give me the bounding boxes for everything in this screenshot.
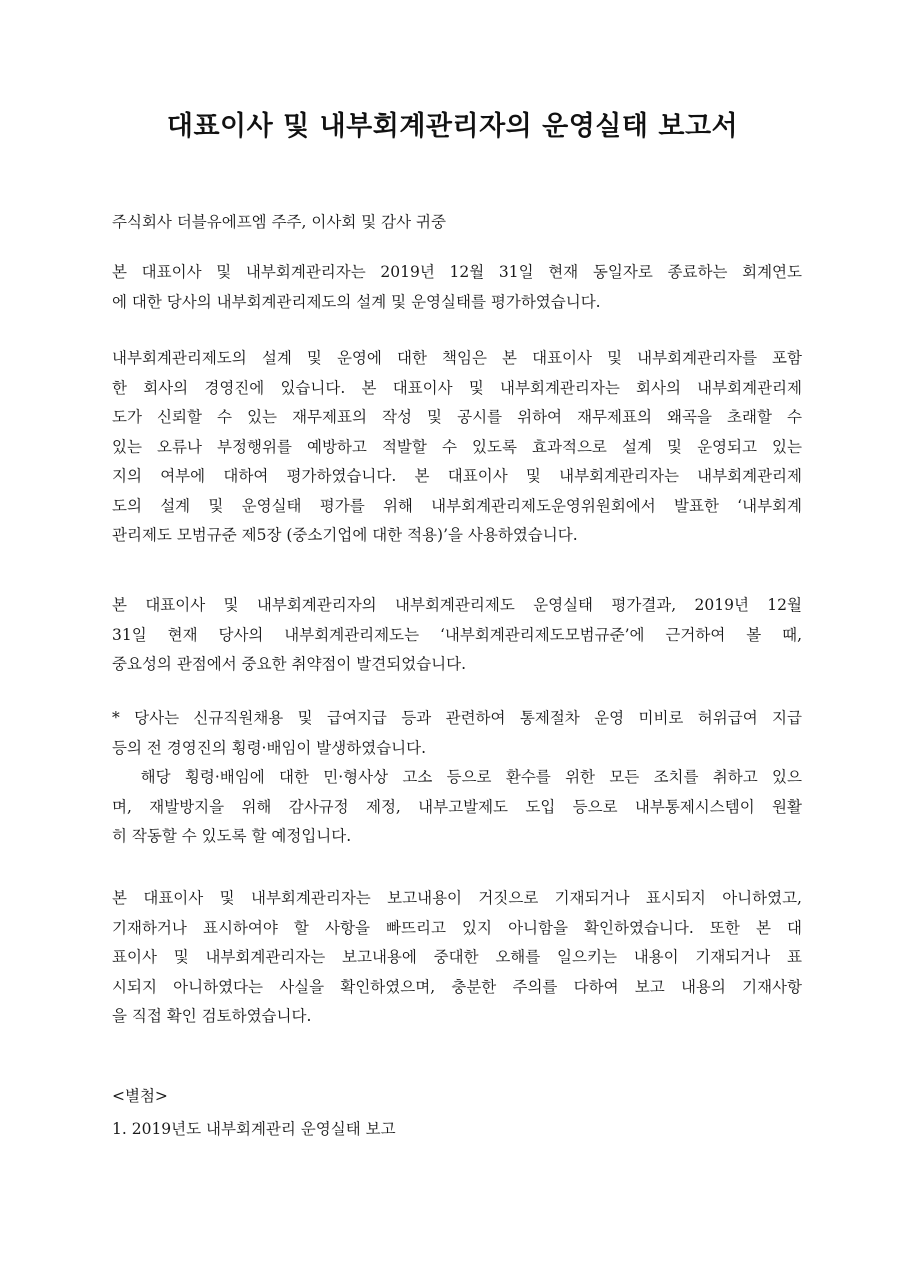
attachment-item: 1. 2019년도 내부회계관리 운영실태 보고 bbox=[112, 1120, 396, 1138]
paragraph-line: 한 회사의 경영진에 있습니다. 본 대표이사 및 내부회계관리자는 회사의 내부회계관리제 bbox=[112, 378, 802, 397]
paragraph-line: 본 대표이사 및 내부회계관리자는 보고내용이 거짓으로 기재되거나 표시되지 아니하였고, bbox=[112, 889, 802, 907]
paragraph-line: 기재하거나 표시하여야 할 사항을 빠뜨리고 있지 아니함을 확인하였습니다. 또한 본 대 bbox=[112, 918, 802, 937]
attachment-label: <별첨> bbox=[112, 1087, 168, 1105]
paragraph-weakness-note bbox=[112, 704, 802, 852]
page-title: 대표이사 및 내부회계관리자의 운영실태 보고서 bbox=[166, 111, 739, 142]
paragraph-line: 내부회계관리제도의 설계 및 운영에 대한 책임은 본 대표이사 및 내부회계관리자를 포함 bbox=[112, 349, 802, 367]
addressee-text: 주식회사 더블유에프엠 주주, 이사회 및 감사 귀중 bbox=[112, 213, 446, 231]
paragraph-line: 시되지 아니하였다는 사실을 확인하였으며, 충분한 주의를 다하여 보고 내용의 기재사항 bbox=[112, 977, 802, 996]
paragraph-line: 지의 여부에 대하여 평가하였습니다. 본 대표이사 및 내부회계관리자는 내부회계관리제 bbox=[112, 467, 802, 485]
paragraph-line: 31일 현재 당사의 내부회계관리제도는 ‘내부회계관리제도모범규준’에 근거하여 볼 때, bbox=[112, 625, 802, 644]
attachment-section bbox=[112, 1080, 802, 1146]
paragraph-evaluation-result bbox=[112, 591, 802, 680]
paragraph-confirmation bbox=[112, 884, 802, 1032]
paragraph-line: 중요성의 관점에서 중요한 취약점이 발견되었습니다. bbox=[112, 655, 467, 673]
paragraph-line: 며, 재발방지을 위해 감사규정 제정, 내부고발제도 도입 등으로 내부통제시스템이 원활 bbox=[112, 797, 802, 816]
paragraph-line: 본 대표이사 및 내부회계관리자는 2019년 12월 31일 현재 동일자로 종료하는 회계연도 bbox=[112, 263, 802, 281]
paragraph-line: 도가 신뢰할 수 있는 재무제표의 작성 및 공시를 위하여 재무제표의 왜곡을 초래할 수 bbox=[112, 408, 802, 426]
paragraph-line: * 당사는 신규직원채용 및 급여지급 등과 관련하여 통제절차 운영 미비로 허위급여 지급 bbox=[112, 709, 802, 727]
paragraph-line: 을 직접 확인 검토하였습니다. bbox=[112, 1007, 312, 1025]
paragraph-line: 해당 횡령·배임에 대한 민·형사상 고소 등으로 환수를 위한 모든 조치를 취하고 있으 bbox=[112, 768, 802, 786]
paragraph-line: 등의 전 경영진의 횡령·배임이 발생하였습니다. bbox=[112, 738, 427, 757]
paragraph-responsibility bbox=[112, 344, 802, 551]
paragraph-line: 표이사 및 내부회계관리자는 보고내용에 중대한 오해를 일으키는 내용이 기재되거나 표 bbox=[112, 948, 802, 966]
paragraph-evaluation-scope bbox=[112, 258, 802, 317]
paragraph-line: 히 작동할 수 있도록 할 예정입니다. bbox=[112, 827, 352, 845]
paragraph-line: 본 대표이사 및 내부회계관리자의 내부회계관리제도 운영실태 평가결과, 2019년 12월 bbox=[112, 596, 802, 614]
paragraph-line: 있는 오류나 부정행위를 예방하고 적발할 수 있도록 효과적으로 설계 및 운영되고 있는 bbox=[112, 437, 802, 456]
addressee-line bbox=[112, 208, 802, 238]
paragraph-line: 에 대한 당사의 내부회계관리제도의 설계 및 운영실태를 평가하였습니다. bbox=[112, 292, 601, 311]
paragraph-line: 관리제도 모범규준 제5장 (중소기업에 대한 적용)’을 사용하였습니다. bbox=[112, 526, 578, 544]
paragraph-line: 도의 설계 및 운영실태 평가를 위해 내부회계관리제도운영위원회에서 발표한 ‘내부회계 bbox=[112, 496, 802, 515]
